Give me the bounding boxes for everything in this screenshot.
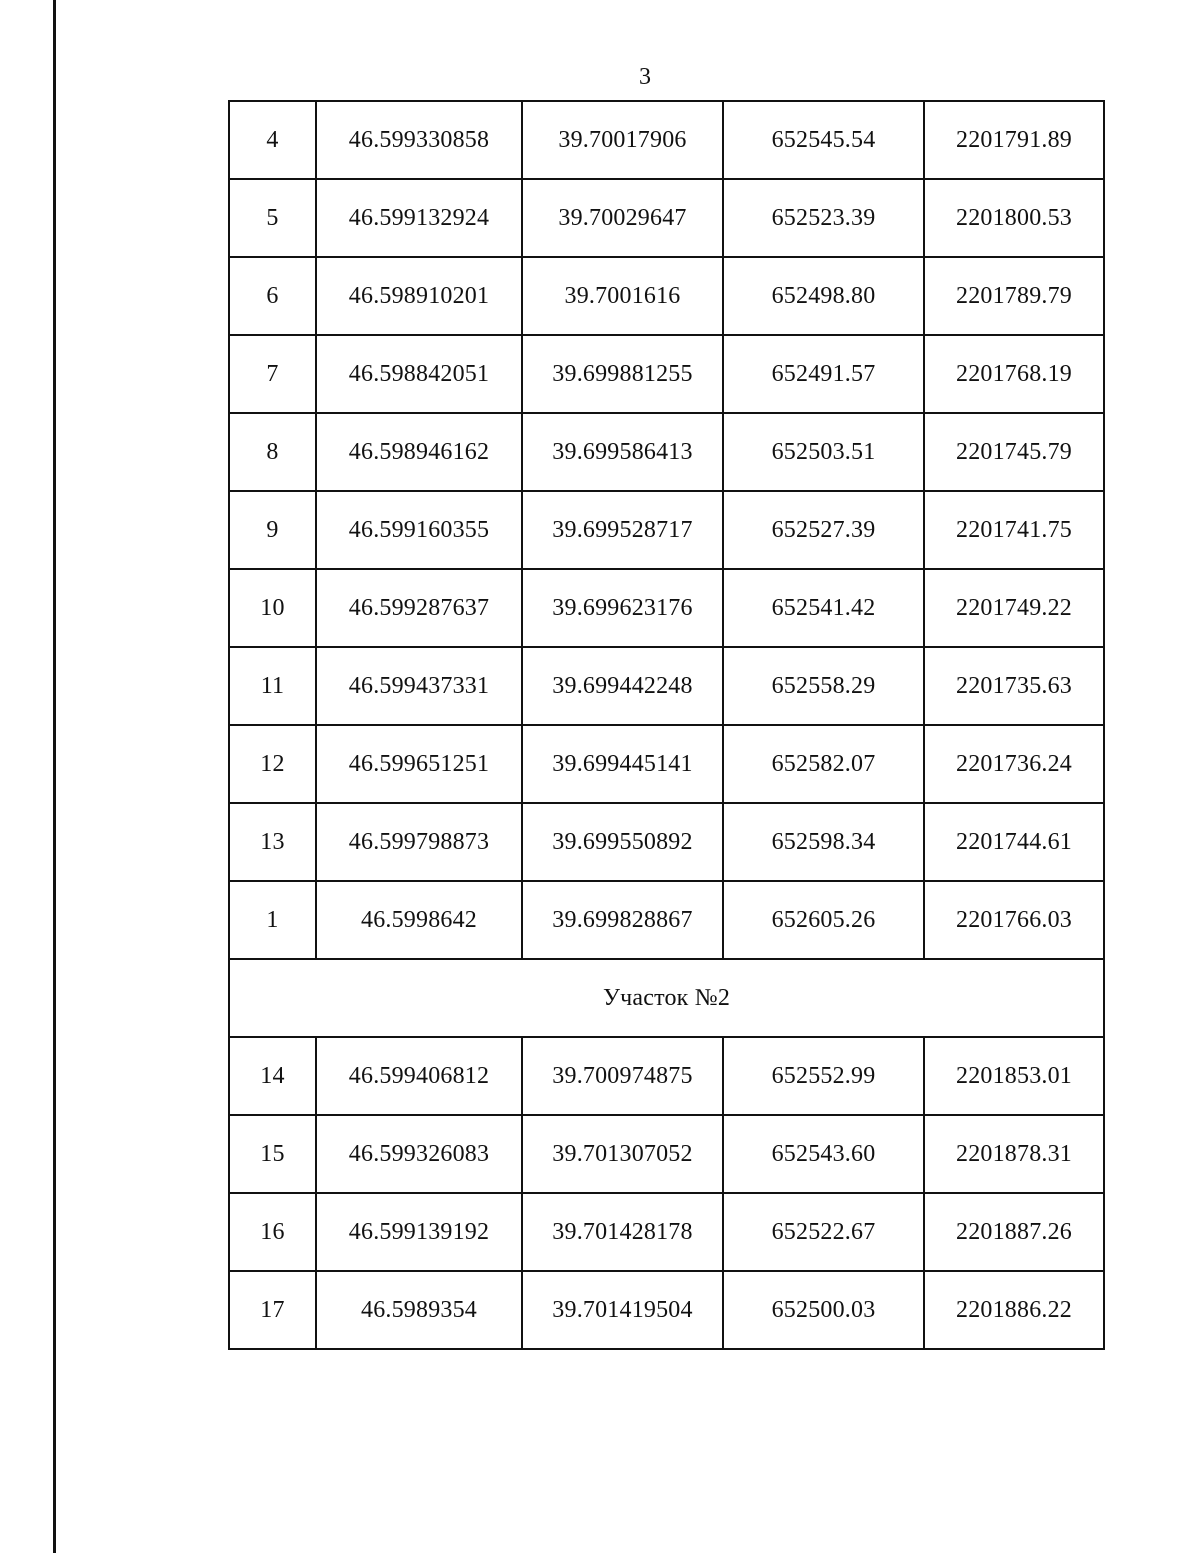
- longitude-cell: 39.699445141: [522, 725, 723, 803]
- point-number-cell: 17: [229, 1271, 316, 1349]
- point-number-cell: 9: [229, 491, 316, 569]
- latitude-cell: 46.599406812: [316, 1037, 522, 1115]
- table-row: [229, 101, 1104, 179]
- latitude-cell: 46.5998642: [316, 881, 522, 959]
- point-number-cell: 15: [229, 1115, 316, 1193]
- table-row: [229, 803, 1104, 881]
- longitude-cell: 39.699550892: [522, 803, 723, 881]
- point-number-cell: 10: [229, 569, 316, 647]
- y-coordinate-cell: 2201886.22: [924, 1271, 1104, 1349]
- latitude-cell: 46.599132924: [316, 179, 522, 257]
- y-coordinate-cell: 2201853.01: [924, 1037, 1104, 1115]
- longitude-cell: 39.701428178: [522, 1193, 723, 1271]
- page-number: 3: [639, 64, 651, 90]
- x-coordinate-cell: 652545.54: [723, 101, 924, 179]
- x-coordinate-cell: 652498.80: [723, 257, 924, 335]
- longitude-cell: 39.699881255: [522, 335, 723, 413]
- latitude-cell: 46.5989354: [316, 1271, 522, 1349]
- section-title: Участок №2: [229, 959, 1104, 1037]
- point-number-cell: 6: [229, 257, 316, 335]
- table-row: [229, 569, 1104, 647]
- x-coordinate-cell: 652523.39: [723, 179, 924, 257]
- latitude-cell: 46.599160355: [316, 491, 522, 569]
- y-coordinate-cell: 2201744.61: [924, 803, 1104, 881]
- coordinates-table-body: [229, 101, 1104, 1349]
- x-coordinate-cell: 652541.42: [723, 569, 924, 647]
- longitude-cell: 39.699528717: [522, 491, 723, 569]
- point-number-cell: 1: [229, 881, 316, 959]
- point-number-cell: 16: [229, 1193, 316, 1271]
- latitude-cell: 46.599326083: [316, 1115, 522, 1193]
- latitude-cell: 46.599287637: [316, 569, 522, 647]
- longitude-cell: 39.699623176: [522, 569, 723, 647]
- x-coordinate-cell: 652598.34: [723, 803, 924, 881]
- y-coordinate-cell: 2201749.22: [924, 569, 1104, 647]
- longitude-cell: 39.7001616: [522, 257, 723, 335]
- y-coordinate-cell: 2201800.53: [924, 179, 1104, 257]
- latitude-cell: 46.598910201: [316, 257, 522, 335]
- y-coordinate-cell: 2201766.03: [924, 881, 1104, 959]
- table-row: [229, 179, 1104, 257]
- latitude-cell: 46.599798873: [316, 803, 522, 881]
- y-coordinate-cell: 2201878.31: [924, 1115, 1104, 1193]
- x-coordinate-cell: 652491.57: [723, 335, 924, 413]
- table-row: [229, 257, 1104, 335]
- table-row: [229, 725, 1104, 803]
- latitude-cell: 46.599651251: [316, 725, 522, 803]
- point-number-cell: 4: [229, 101, 316, 179]
- y-coordinate-cell: 2201741.75: [924, 491, 1104, 569]
- point-number-cell: 13: [229, 803, 316, 881]
- latitude-cell: 46.599330858: [316, 101, 522, 179]
- x-coordinate-cell: 652582.07: [723, 725, 924, 803]
- y-coordinate-cell: 2201735.63: [924, 647, 1104, 725]
- table-row: [229, 1271, 1104, 1349]
- y-coordinate-cell: 2201768.19: [924, 335, 1104, 413]
- table-row: [229, 335, 1104, 413]
- longitude-cell: 39.700974875: [522, 1037, 723, 1115]
- latitude-cell: 46.599437331: [316, 647, 522, 725]
- table-row: [229, 1037, 1104, 1115]
- section-row: [229, 959, 1104, 1037]
- table-row: [229, 881, 1104, 959]
- coordinates-table: [228, 100, 1105, 1350]
- longitude-cell: 39.699828867: [522, 881, 723, 959]
- x-coordinate-cell: 652503.51: [723, 413, 924, 491]
- point-number-cell: 12: [229, 725, 316, 803]
- x-coordinate-cell: 652552.99: [723, 1037, 924, 1115]
- table-row: [229, 1193, 1104, 1271]
- x-coordinate-cell: 652522.67: [723, 1193, 924, 1271]
- longitude-cell: 39.699586413: [522, 413, 723, 491]
- x-coordinate-cell: 652543.60: [723, 1115, 924, 1193]
- y-coordinate-cell: 2201736.24: [924, 725, 1104, 803]
- longitude-cell: 39.70029647: [522, 179, 723, 257]
- point-number-cell: 5: [229, 179, 316, 257]
- y-coordinate-cell: 2201791.89: [924, 101, 1104, 179]
- page-margin-line: [53, 0, 56, 1553]
- longitude-cell: 39.70017906: [522, 101, 723, 179]
- y-coordinate-cell: 2201789.79: [924, 257, 1104, 335]
- point-number-cell: 8: [229, 413, 316, 491]
- table-row: [229, 647, 1104, 725]
- longitude-cell: 39.699442248: [522, 647, 723, 725]
- latitude-cell: 46.598842051: [316, 335, 522, 413]
- point-number-cell: 14: [229, 1037, 316, 1115]
- longitude-cell: 39.701419504: [522, 1271, 723, 1349]
- x-coordinate-cell: 652500.03: [723, 1271, 924, 1349]
- x-coordinate-cell: 652605.26: [723, 881, 924, 959]
- table-row: [229, 413, 1104, 491]
- latitude-cell: 46.598946162: [316, 413, 522, 491]
- point-number-cell: 7: [229, 335, 316, 413]
- y-coordinate-cell: 2201745.79: [924, 413, 1104, 491]
- x-coordinate-cell: 652527.39: [723, 491, 924, 569]
- table-row: [229, 1115, 1104, 1193]
- table-row: [229, 491, 1104, 569]
- point-number-cell: 11: [229, 647, 316, 725]
- x-coordinate-cell: 652558.29: [723, 647, 924, 725]
- latitude-cell: 46.599139192: [316, 1193, 522, 1271]
- longitude-cell: 39.701307052: [522, 1115, 723, 1193]
- y-coordinate-cell: 2201887.26: [924, 1193, 1104, 1271]
